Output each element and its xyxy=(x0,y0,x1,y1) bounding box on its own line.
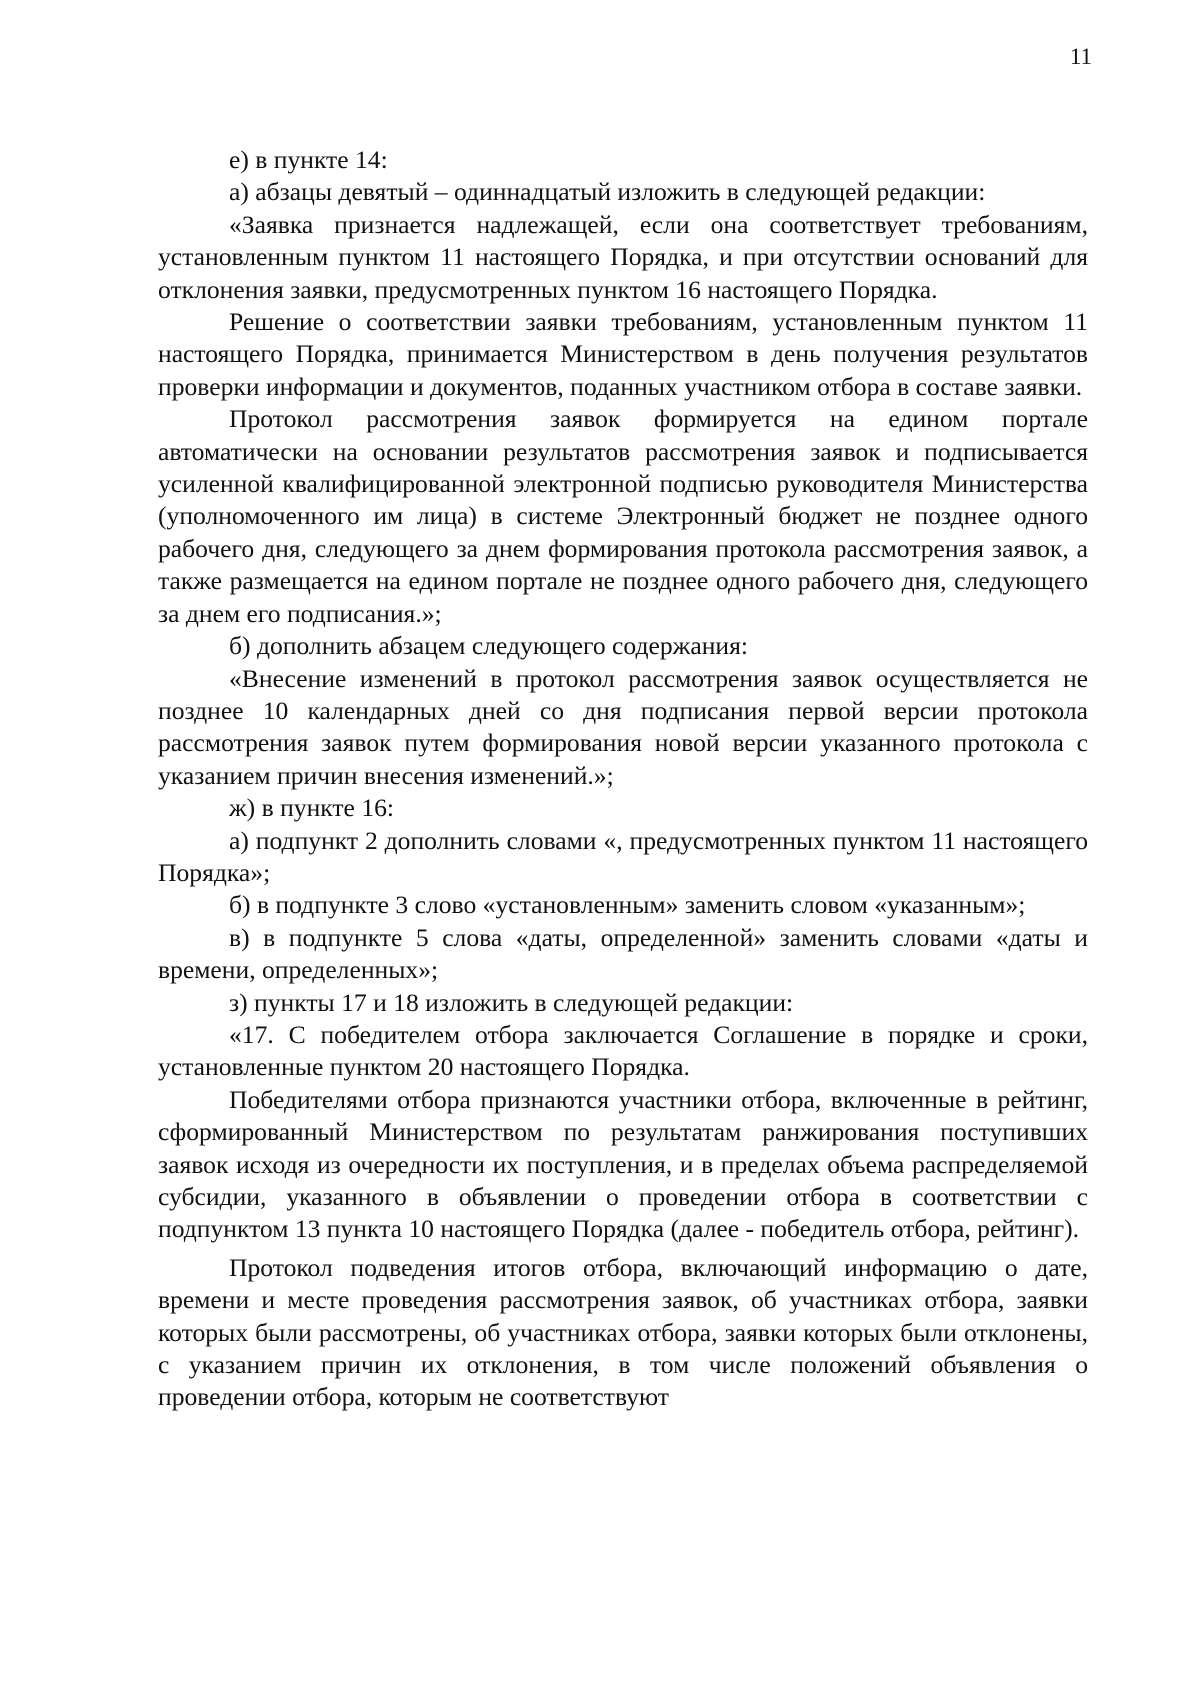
document-body xyxy=(158,144,1088,1414)
paragraph-quote-protocol-changes: «Внесение изменений в протокол рассмотрения заявок осуществляется не позднее 10 календарных дней со дня подписания первой версии протокола рассмотрения заявок путем формирования новой версии указанного протокола с указанием причин внесения изменений.»; xyxy=(158,663,1088,790)
paragraph-subitem-b-add: б) дополнить абзацем следующего содержания: xyxy=(229,631,748,661)
paragraph-subitem-b-3: б) в подпункте 3 слово «установленным» заменить словом «указанным»; xyxy=(229,890,1026,920)
paragraph-item-zh: ж) в пункте 16: xyxy=(229,793,395,823)
paragraph-subitem-a: а) абзацы девятый – одиннадцатый изложить в следующей редакции: xyxy=(229,177,986,207)
paragraph-item-e: е) в пункте 14: xyxy=(229,145,388,174)
paragraph-decision-compliance: Решение о соответствии заявки требованиям, установленным пунктом 11 настоящего Порядка, принимается Министерством в день получения результатов проверки информации и документов, поданных участником отбора в составе заявки. xyxy=(158,307,1088,401)
paragraph-item-z: з) пункты 17 и 18 изложить в следующей редакции: xyxy=(229,987,794,1017)
paragraph-summary-protocol: Протокол подведения итогов отбора, включающий информацию о дате, времени и месте проведения рассмотрения заявок, об участниках отбора, заявки которых были рассмотрены, об участниках отбора, заявки которых были отклонены, с указанием причин их отклонения, в том числе положений объявления о проведении отбора, которым не соответствуют xyxy=(158,1252,1088,1412)
paragraph-quote-17: «17. С победителем отбора заключается Соглашение в порядке и сроки, установленные пунктом 20 настоящего Порядка. xyxy=(158,1019,1088,1082)
paragraph-winners: Победителями отбора признаются участники отбора, включенные в рейтинг, сформированный Министерством по результатам ранжирования поступивших заявок исходя из очередности их поступления, и в пределах объема распределяемой субсидии, указанного в объявлении о проведении отбора в соответствии с подпунктом 13 пункта 10 настоящего Порядка (далее - победитель отбора, рейтинг). xyxy=(158,1084,1088,1244)
paragraph-quote-application-proper: «Заявка признается надлежащей, если она соответствует требованиям, установленным пунктом 11 настоящего Порядка, и при отсутствии оснований для отклонения заявки, предусмотренных пунктом 16 настоящего Порядка. xyxy=(158,209,1088,304)
paragraph-subitem-a-2: а) подпункт 2 дополнить словами «, предусмотренных пунктом 11 настоящего Порядка»; xyxy=(158,825,1088,887)
paragraph-review-protocol: Протокол рассмотрения заявок формируется на едином портале автоматически на основании результатов рассмотрения заявок и подписывается усиленной квалифицированной электронной подписью руководителя Министерства (уполномоченного им лица) в системе Электронный бюджет не позднее одного рабочего дня, следующего за днем формирования протокола рассмотрения заявок, а также размещается на едином портале не позднее одного рабочего дня, следующего за днем его подписания.»; xyxy=(158,404,1088,628)
paragraph-subitem-v-5: в) в подпункте 5 слова «даты, определенной» заменить словами «даты и времени, определенных»; xyxy=(158,922,1088,985)
page-number: 11 xyxy=(1069,44,1092,69)
